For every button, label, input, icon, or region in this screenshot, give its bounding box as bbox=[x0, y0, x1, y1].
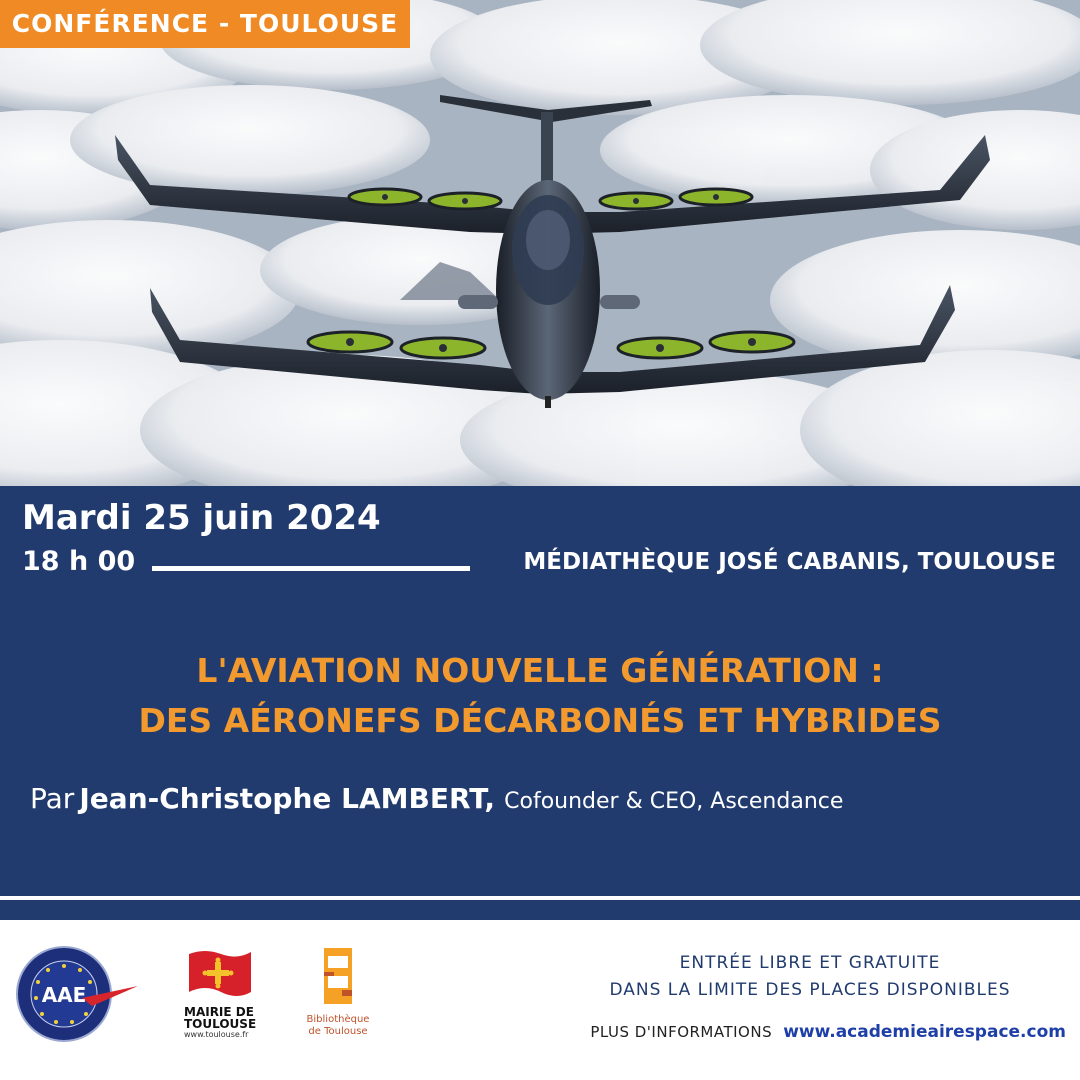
aae-logo bbox=[12, 944, 142, 1048]
aae-logo-text: AAE bbox=[41, 983, 87, 1007]
entry-line-2: DANS LA LIMITE DES PLACES DISPONIBLES bbox=[609, 980, 1011, 1000]
mairie-url: www.toulouse.fr bbox=[184, 1030, 249, 1039]
speaker-line bbox=[30, 782, 843, 815]
talk-title-line-2: DES AÉRONEFS DÉCARBONÉS ET HYBRIDES bbox=[138, 701, 942, 740]
entry-line-1: ENTRÉE LIBRE ET GRATUITE bbox=[679, 953, 941, 973]
library-block-icon bbox=[318, 946, 358, 1006]
mairie-name bbox=[180, 1006, 260, 1030]
bibliotheque-logo bbox=[298, 946, 378, 1038]
website-link[interactable]: www.academieairespace.com bbox=[783, 1022, 1066, 1042]
speaker-role: Cofounder & CEO, Ascendance bbox=[504, 789, 844, 814]
aae-emblem-icon bbox=[12, 944, 142, 1044]
event-info-band bbox=[0, 486, 1080, 920]
talk-title-line-1: L'AVIATION NOUVELLE GÉNÉRATION : bbox=[196, 651, 884, 690]
band-bottom-line bbox=[0, 896, 1080, 900]
bibliotheque-name bbox=[298, 1014, 378, 1038]
mairie-logo bbox=[180, 948, 260, 1039]
event-date: Mardi 25 juin 2024 bbox=[22, 498, 381, 538]
speaker-prefix: Par bbox=[30, 782, 75, 815]
talk-title bbox=[0, 646, 1080, 746]
hero-image bbox=[0, 0, 1080, 486]
bibliotheque-name-line-1: Bibliothèque bbox=[306, 1014, 370, 1025]
event-category-tag: CONFÉRENCE - TOULOUSE bbox=[0, 0, 410, 48]
divider-line bbox=[152, 566, 470, 571]
mairie-name-line-1: MAIRIE DE bbox=[184, 1005, 254, 1019]
event-time: 18 h 00 bbox=[22, 546, 136, 577]
occitan-cross-flag-icon bbox=[185, 948, 255, 998]
poster-footer bbox=[0, 920, 1080, 1080]
more-info bbox=[590, 1022, 1066, 1042]
event-venue: MÉDIATHÈQUE JOSÉ CABANIS, TOULOUSE bbox=[523, 549, 1056, 575]
speaker-name: Jean-Christophe LAMBERT, bbox=[79, 782, 496, 815]
bibliotheque-name-line-2: de Toulouse bbox=[308, 1026, 368, 1037]
mairie-name-line-2: TOULOUSE bbox=[184, 1017, 257, 1031]
entry-info bbox=[580, 950, 1040, 1004]
aircraft-over-clouds-illustration bbox=[0, 0, 1080, 486]
more-info-label: PLUS D'INFORMATIONS bbox=[590, 1023, 773, 1041]
